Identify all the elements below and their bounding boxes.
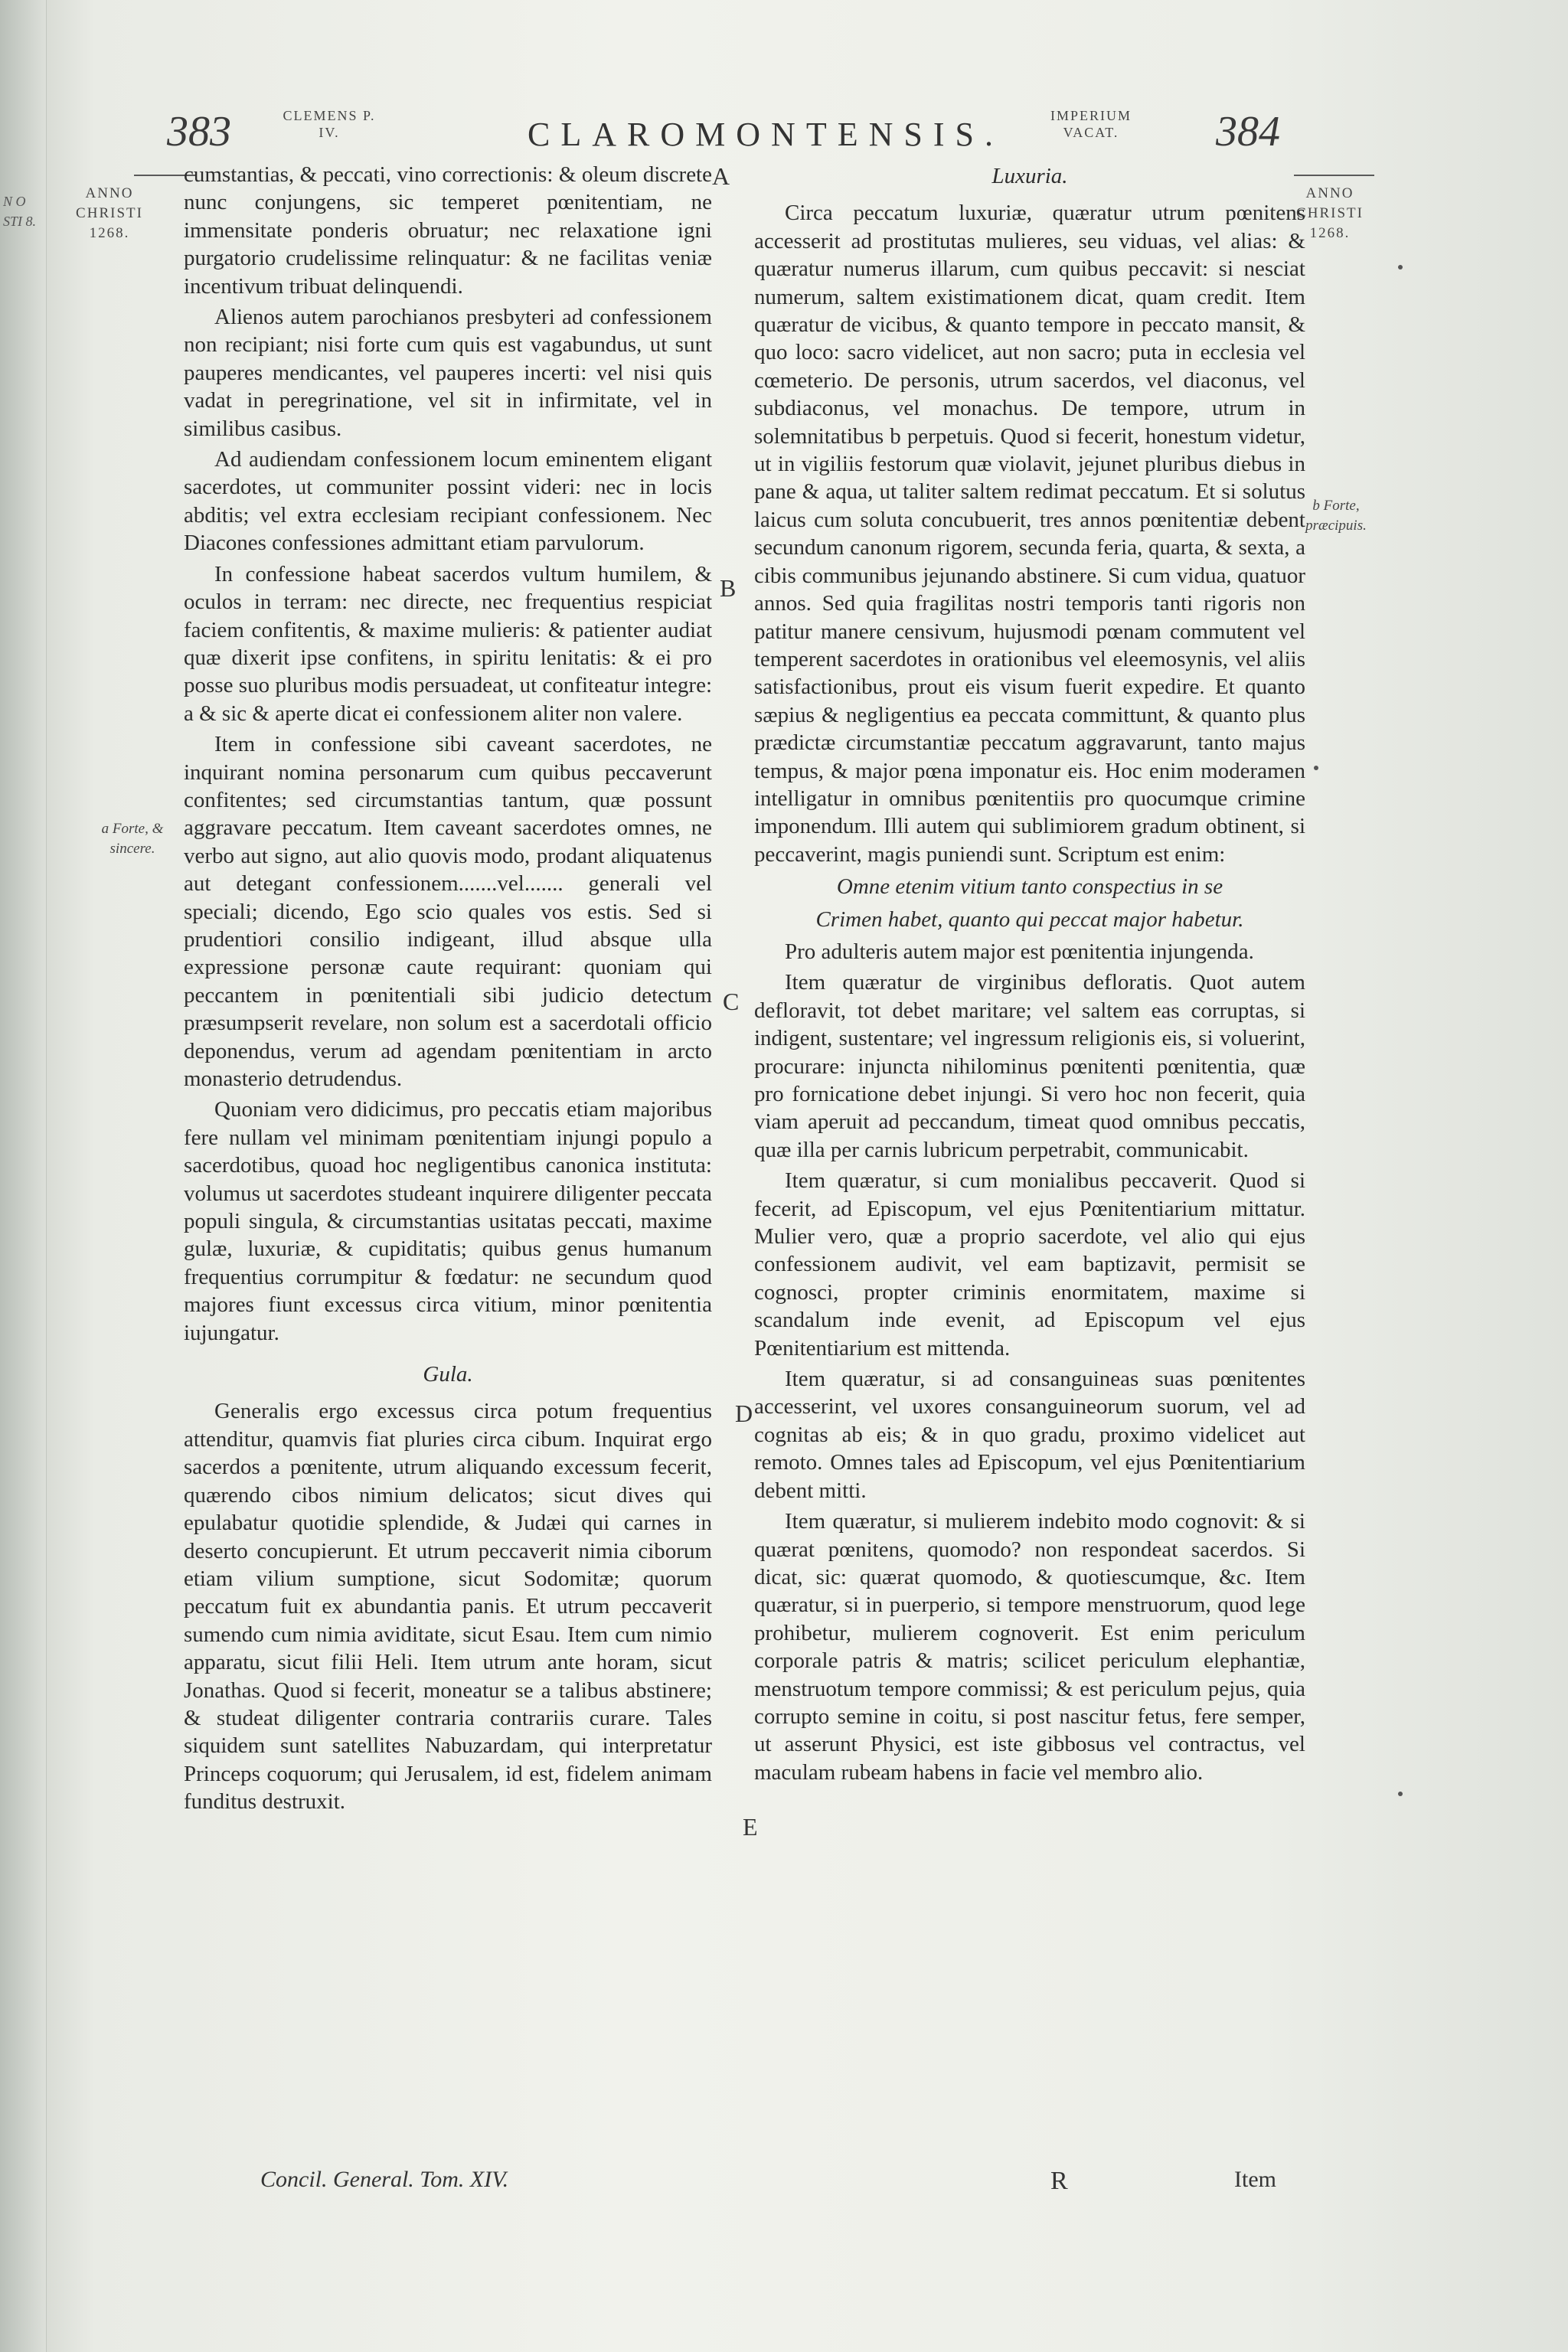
section-heading-gula: Gula. — [423, 1362, 473, 1387]
right-paragraph: Item quæratur, si ad consanguineas suas pœnitentes accesserint, vel uxores consanguineorum suorum, vel ad cognitas ab eis; & in quo gradu, proximo videlicet aut remoto. Omnes tales ad Episcopum, vel ejus Pœnitentiarium debent mitti. — [754, 1367, 1305, 1503]
left-margin-year: ANNO CHRISTI 1268. — [76, 185, 143, 241]
header-rule-right — [1294, 175, 1374, 176]
right-paragraph: Item quæratur, si cum monialibus peccaverit. Quod si fecerit, ad Episcopum, vel ejus Pœnitentiarium mittatur. Mulier vero, quæ a proprio sacerdote, vel alio qui ejus confessionem audivit, vel eam baptizavit, permisit se cognosci, propter criminis enormitatem, maxime si scandalum inde evenit, ad Episcopum vel ejus Pœnitentiarium est mittenda. — [754, 1168, 1305, 1361]
left-paragraph: In confessione habeat sacerdos vultum humilem, & oculos in terram: nec directe, nec frequentius respiciat faciem confitentis, & maxime mulieris: & patienter audiat quæ dixerit ipse confitens, in spiritu lenitatis: & ei pro posse suo pluribus modis persuadeat, ut confiteatur integre: a & sic & aperte dicat ei confessionem aliter non valere. — [184, 561, 712, 726]
left-paragraph: Quoniam vero didicimus, pro peccatis etiam majoribus fere nullam vel minimam pœnitentiam injungi populo a sacerdotibus, quoad hoc negligentibus canonica instituta: volumus ut sacerdotes studeant inquirere diligenter peccata populi singula, & circumstantias usitatas peccati, maxime gulæ, luxuriæ, & cupiditatis; quibus genus humanum frequentius corrumpitur & fœdatur: ne secundum quod majores fiunt excessus circa vitium, minor pœnitentia iujungatur. — [184, 1097, 712, 1345]
left-paragraph: Ad audiendam confessionem locum eminentem eligant sacerdotes, ut communiter possint videri: nec in locis abditis; vel extra ecclesiam recipiant confessionem. Nec Diacones confessiones admittant etiam parvulorum. — [184, 447, 712, 556]
section-heading-luxuria: Luxuria. — [991, 164, 1068, 188]
left-paragraph: Alienos autem parochianos presbyteri ad confessionem non recipiant; nisi forte cum quis est vagabundus, ut sunt pauperes mendicantes, vel pauperes incerti: vel nisi quis vadat in peregrinatione, vel sit in infirmitate, vel in similibus casibus. — [184, 305, 712, 441]
right-paragraph: Item quæratur de virginibus defloratis. Quot autem defloravit, tot debet maritare; vel saltem eas corruptas, si indigent, sustentare; vel ingressum religionis eis, si voluerint, procurare: injuncta nihilominus pœnitenti pœnitentia, quæ pro fornicatione debet injungi. Si vero hoc non fecerit, quia viam aperuit ad peccandum, timeat quod omnibus peccatis, quæ illa per carnis lubricum perpetrabit, communicabit. — [754, 970, 1305, 1162]
strip-text: N O STI 8. — [3, 194, 37, 229]
paper-speck — [1398, 265, 1403, 270]
left-running-head: CLEMENS P. IV. — [283, 108, 376, 140]
footer-catchword: Item — [1234, 2167, 1276, 2192]
left-paragraph: Item in confessione sibi caveant sacerdotes, ne inquirant nomina personarum cum quibus peccaverunt confitentes; sed circumstantias tantum, quæ possunt aggravare peccatum. Item caveant sacerdotes omnes, ne verbo aut signo, aut alio quovis modo, prodant aliquatenus aut detegant confessionem.......vel....... generali vel speciali; dicendo, Ego scio quales vos estis. Sed si prudentiori consilio indigeant, illud absque ulla expressione personæ caute requirant: quoniam qui peccantem in pœnitentiali sibi judicio detectum præsumpserit revelare, non solum est a sacerdotali officio deponendus, verum ad agendam pœnitentiam in arcto monasterio detrudendus. — [184, 732, 712, 1091]
left-margin-note-a: a Forte, & sincere. — [101, 821, 164, 857]
footer-signature-mark: R — [1050, 2167, 1068, 2195]
verse-line: Crimen habet, quanto qui peccat major habetur. — [815, 906, 1244, 932]
right-paragraph: Item quæratur, si mulierem indebito modo cognovit: & si quærat pœnitens, quomodo? non respondeat sacerdos. Si dicat, sic: quærat quomodo, & quotiescumque, &c. Item quæratur, si in puerperio, si tempore menstruorum, quod lege prohibetur, mulierem cognoverit. Est enim periculum corporale patris & matris; scilicet periculum elephantiæ, menstruotum tempore commissi; & est periculum pejus, quia corrupto semine in coitu, si post nascitur fetus, fere semper, ut asserunt Physici, est iste gibbosus vel contractus, vel maculam rubeam habens in facie vel membro alio. — [754, 1509, 1305, 1785]
right-paragraph: Pro adulteris autem major est pœnitentia injungenda. — [785, 939, 1254, 964]
section-letter-d: D — [735, 1400, 753, 1427]
left-paragraph: cumstantias, & peccati, vino correctionis: & oleum discrete nunc conjungens, sic temperet pœnitentiam, ne immensitate ponderis obruatur; nec relaxatione igni purgatorio crudelissime relinquatur: & ne facilitas veniæ incentivum tribuat delinquendi. — [184, 162, 712, 299]
right-column — [754, 162, 1305, 1789]
left-page-number: 383 — [167, 108, 231, 155]
verse-line: Omne etenim vitium tanto conspectius in se — [836, 874, 1223, 900]
section-letter-e: E — [743, 1813, 758, 1841]
left-paragraph: Generalis ergo excessus circa potum frequentius attenditur, quamvis fiat pluries circa cibum. Inquirat ergo sacerdos a pœnitente, utrum aliquando excessum fecerit, quærendo cibos nimium delicatos; sicut dives qui epulabatur quotidie splendide, & Judæi qui carnes in deserto concupierunt. Et utrum peccaverit nimia ciborum etiam vilium sumptione, sicut Sodomitæ; quorum peccatum fuit ex abundantia panis. Et utrum peccaverit sumendo cum nimia aviditate, sicut Esau. Item cum nimio apparatu, sicut filii Heli. Item utrum ante horam, sicut Jonathas. Quod si fecerit, moneatur se a talibus abstinere; & studeat diligenter contraria contrariis curare. Tales siquidem sunt satellites Nabuzardam, qui interpretatur Princeps coquorum; qui Jerusalem, id est, fidelem animam funditus destruxit. — [184, 1399, 712, 1815]
section-letter-c: C — [723, 988, 740, 1015]
right-paragraph: Circa peccatum luxuriæ, quæratur utrum pœnitens accesserit ad prostitutas mulieres, seu viduas, vel alias: & quæratur numerus illarum, cum quibus peccavit: si nesciat numerum, saltem existimationem dicat, quam credit. Item quæratur de vicibus, & quanto tempore in peccato mansit, & quo loco: sacro videlicet, aut non sacro; puta in ecclesia vel cœmeterio. De personis, utrum sacerdos, vel diaconus, vel subdiaconus, vel monachus. De tempore, utrum in solemnitatibus b perpetuis. Quod si fecerit, honestum videtur, ut in vigiliis festorum quæ violavit, jejunet pluribus diebus in pane & aqua, ut taliter saltem redimat peccatum. Et si solutus laicus cum soluta concubuerit, tres annos pœnitentiæ debent secundum canonum rigorem, secunda feria, quarta, & sexta, a cibis communibus jejunando abstinere. Si cum vidua, quatuor annos. Sed quia fragilitas nostri temporis tanti rigoris non patitur manere censivum, hujusmodi pœnam commutent vel temperent sacerdotes in orationibus vel eleemosynis, vel aliis satisfactionibus, prout eis visum fuerit expedire. Et quanto sæpius & negligentius ea peccata committunt, & quanto plus prædictæ circumstantiæ peccatum aggravarunt, tanto majus tempus, & major pœna imponatur eis. Hoc enim moderamen intelligatur in omnibus pœnitentiis pro quocumque crimine imponendum. Illi autem qui sublimiorem gradum obtinent, si peccaverint, magis puniendi sunt. Scriptum est enim: — [754, 201, 1305, 867]
right-running-head: IMPERIUM VACAT. — [1050, 108, 1132, 140]
section-letter-a: A — [712, 162, 730, 190]
footer-signature-left: Concil. General. Tom. XIV. — [260, 2167, 509, 2192]
right-margin-year: ANNO CHRISTI 1268. — [1296, 185, 1364, 241]
right-margin-note-b: b Forte, præcipuis. — [1305, 498, 1367, 534]
paper-speck — [1314, 766, 1318, 770]
running-title: CLAROMONTENSIS. — [528, 116, 1004, 153]
previous-page-strip — [0, 0, 47, 2352]
right-page-number: 384 — [1216, 108, 1280, 155]
left-column — [184, 161, 712, 1819]
paper-speck — [1398, 1792, 1403, 1796]
section-letter-b: B — [720, 574, 737, 602]
